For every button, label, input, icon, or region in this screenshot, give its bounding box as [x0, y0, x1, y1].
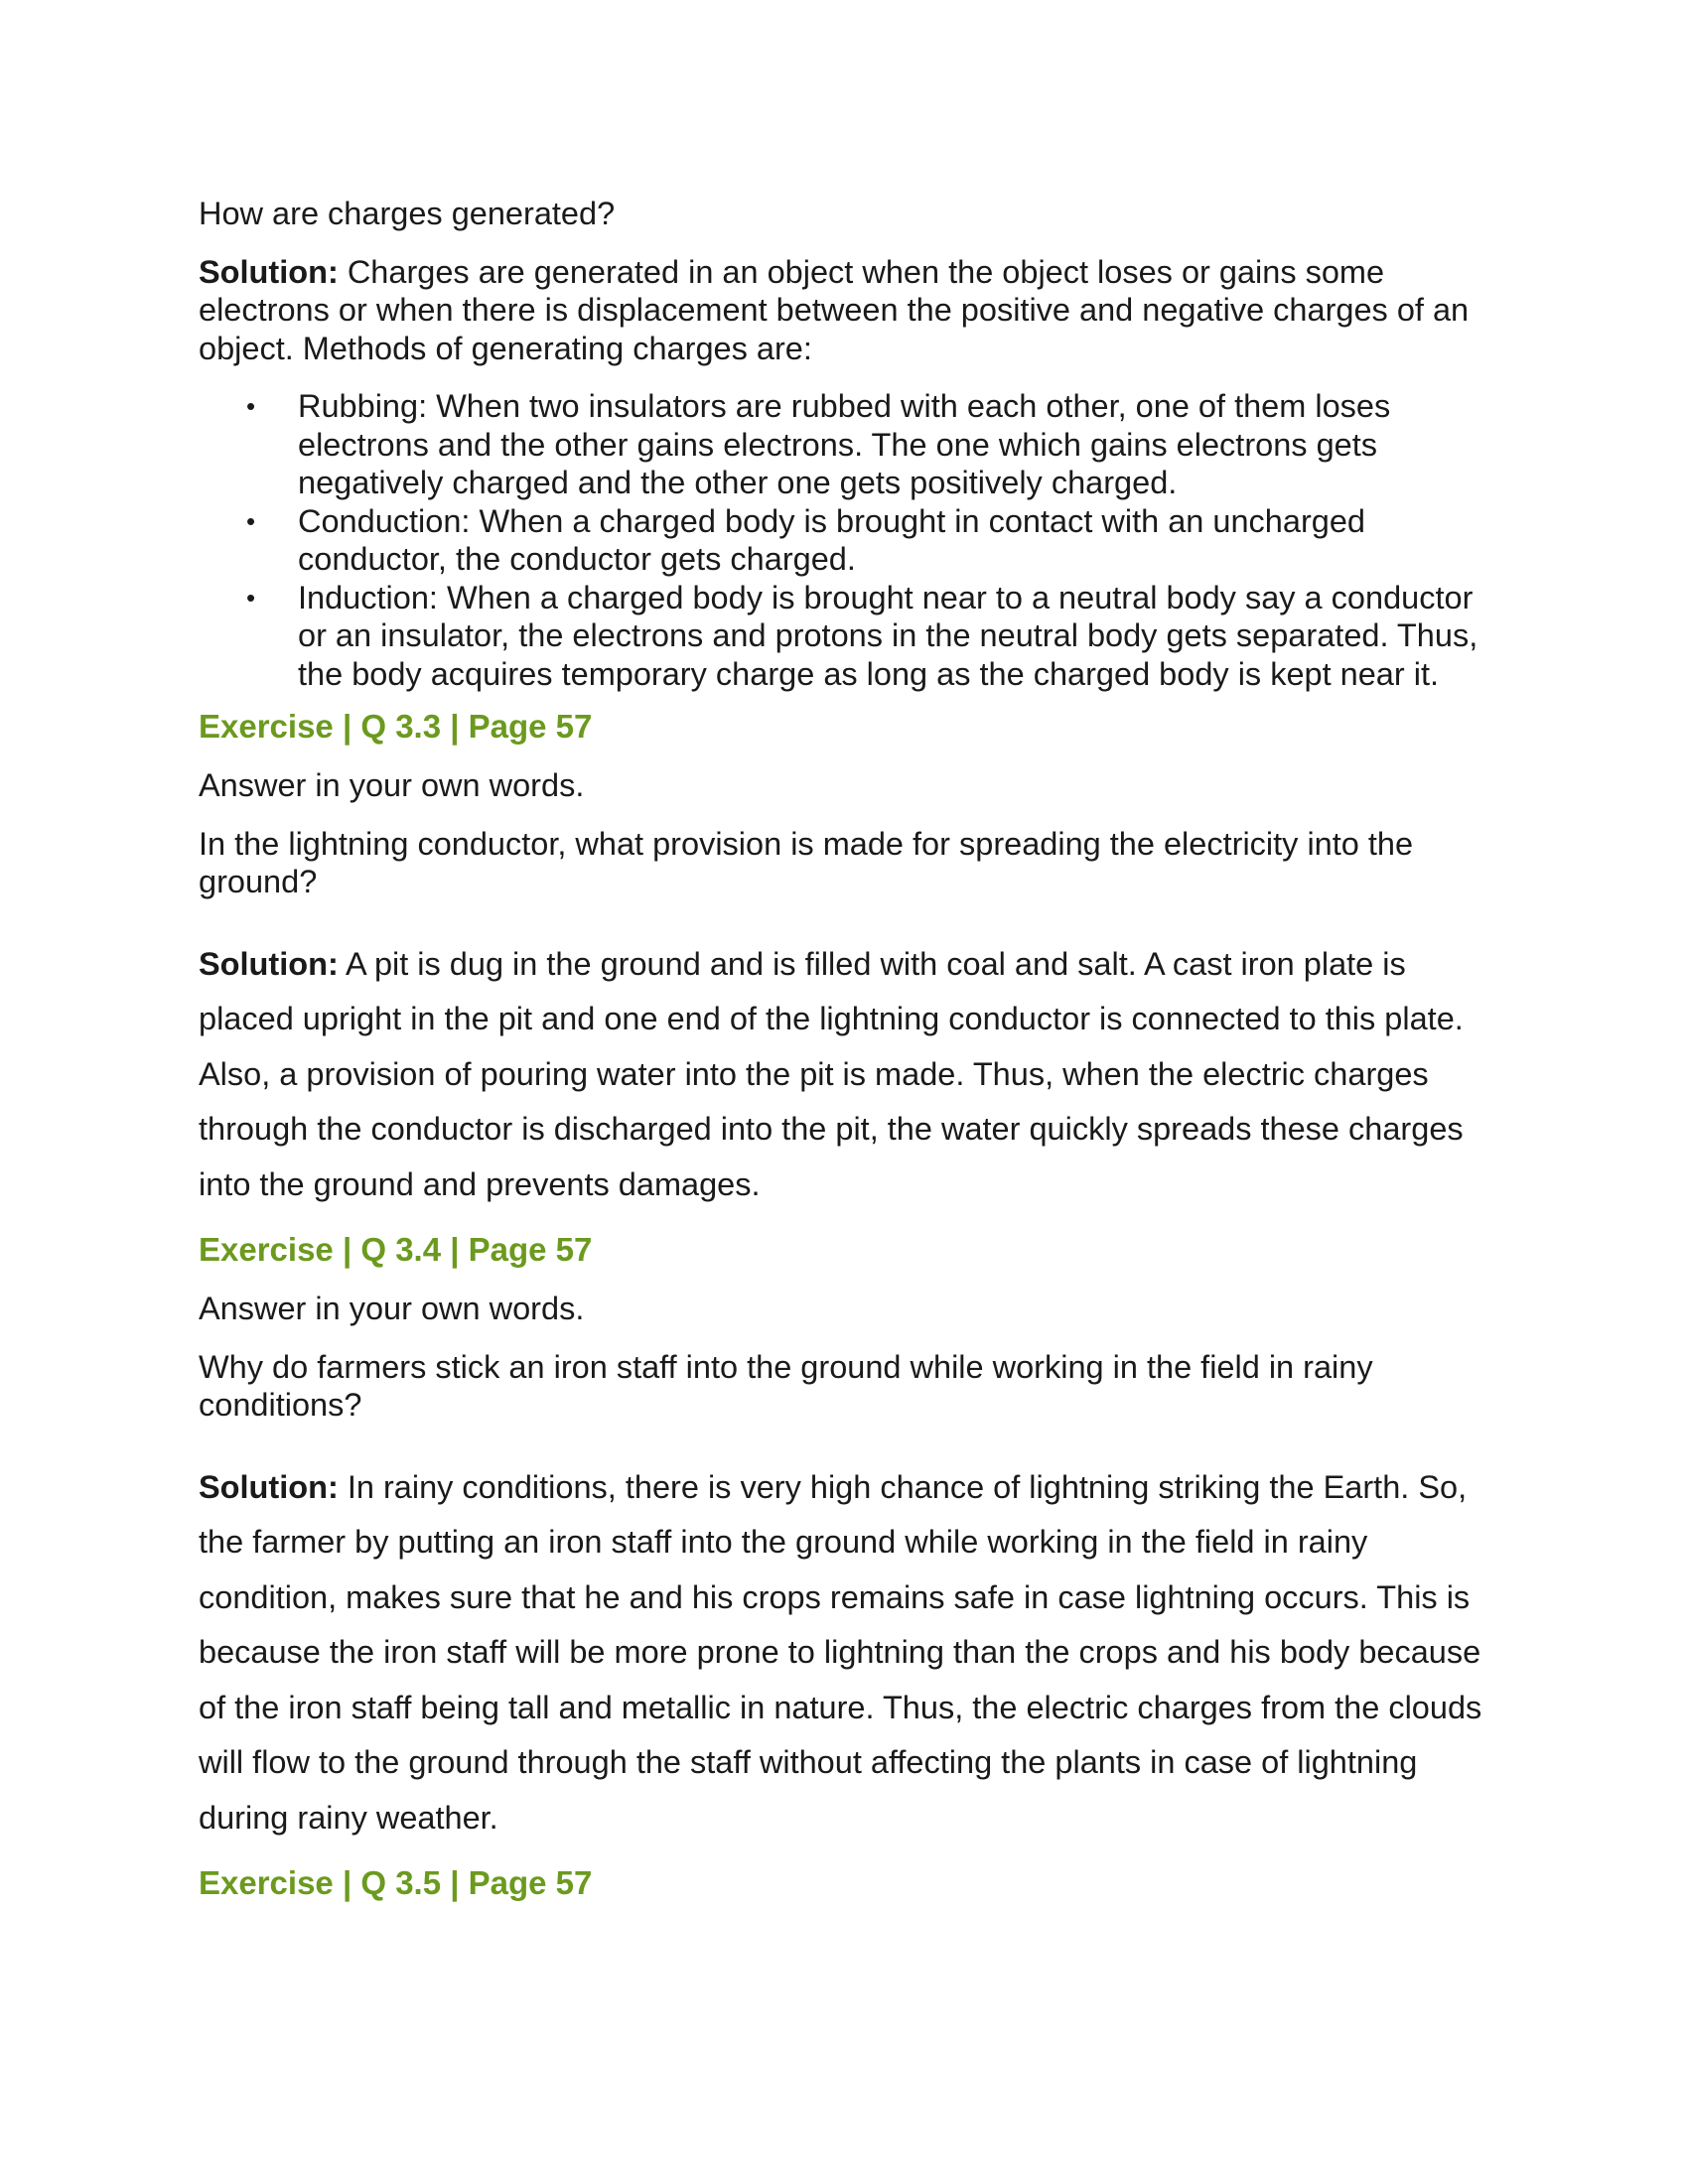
list-item	[199, 579, 1489, 694]
bullet-icon: •	[246, 505, 256, 536]
methods-list	[199, 387, 1489, 693]
solution-text: In rainy conditions, there is very high chance of lightning striking the Earth. So, the farmer by putting an iron staff into the ground while working in the field in rainy condition, makes sure that he and his crops remains safe in case lightning occurs. This is because the iron staff will be more prone to lightning than the crops and his body because of the iron staff being tall and metallic in nature. Thus, the electric charges from the clouds will flow to the ground through the staff without affecting the plants in case of lightning during rainy weather.	[199, 1468, 1482, 1836]
solution-paragraph	[199, 937, 1489, 1213]
list-item-text: Rubbing: When two insulators are rubbed with each other, one of them loses electrons and the other gains electrons. The one which gains electrons gets negatively charged and the other one gets positively charged.	[298, 388, 1391, 500]
document-page	[199, 195, 1489, 1903]
instruction-text: Answer in your own words.	[199, 767, 585, 803]
question-text: How are charges generated?	[199, 196, 616, 231]
question-text: Why do farmers stick an iron staff into the ground while working in the field in rainy conditions?	[199, 1348, 1373, 1423]
list-item-text: Induction: When a charged body is brought near to a neutral body say a conductor or an insulator, the electrons and protons in the neutral body gets separated. Thus, the body acquires temporary charge as long as the charged body is kept near it.	[298, 579, 1478, 692]
solution-text: Charges are generated in an object when the object loses or gains some electrons or when there is displacement between the positive and negative charges of an object. Methods of generating charges are:	[199, 253, 1470, 366]
question-text: In the lightning conductor, what provision is made for spreading the electricity into the ground?	[199, 825, 1414, 899]
exercise-heading: Exercise | Q 3.5 | Page 57	[199, 1864, 593, 1901]
solution-label: Solution:	[199, 253, 339, 290]
exercise-heading: Exercise | Q 3.4 | Page 57	[199, 1231, 593, 1268]
solution-text: A pit is dug in the ground and is filled with coal and salt. A cast iron plate is placed upright in the pit and one end of the lightning conductor is connected to this plate. Also, a provision of pouring water into the pit is made. Thus, when the electric charges through the conductor is discharged into the pit, the water quickly spreads these charges into the ground and prevents damages.	[199, 945, 1464, 1202]
instruction-text: Answer in your own words.	[199, 1291, 585, 1326]
solution-paragraph	[199, 1460, 1489, 1846]
list-item	[199, 387, 1489, 502]
solution-paragraph	[199, 253, 1489, 368]
solution-label: Solution:	[199, 1468, 339, 1505]
exercise-heading: Exercise | Q 3.3 | Page 57	[199, 708, 593, 745]
list-item-text: Conduction: When a charged body is brought in contact with an uncharged conductor, the conductor gets charged.	[298, 502, 1365, 577]
bullet-icon: •	[246, 391, 256, 421]
solution-label: Solution:	[199, 945, 339, 982]
bullet-icon: •	[246, 582, 256, 613]
list-item	[199, 502, 1489, 579]
